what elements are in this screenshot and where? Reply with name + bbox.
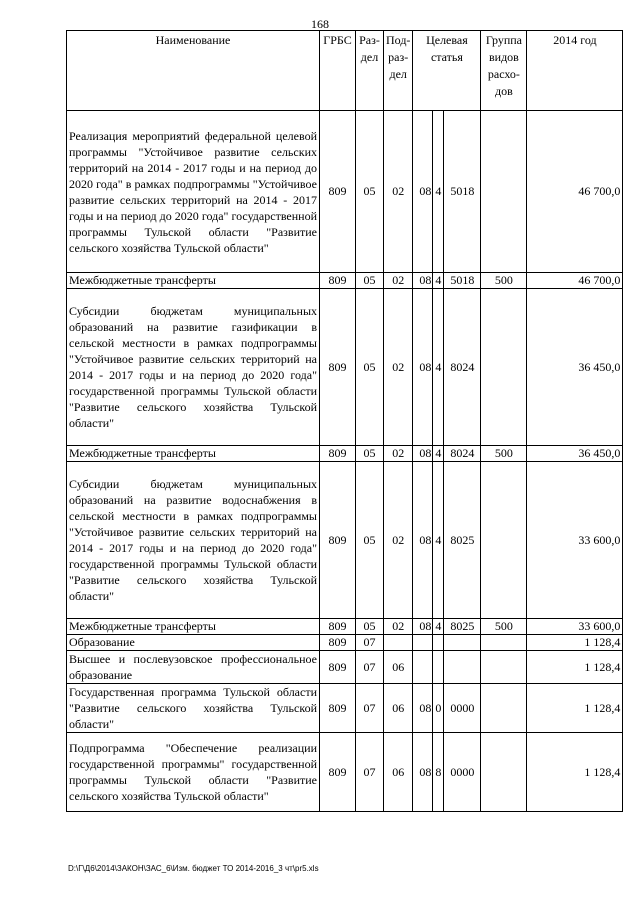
row-amount: 36 450,0 xyxy=(527,289,623,446)
row-podrazdel: 02 xyxy=(384,446,413,462)
row-target-subprogram: 4 xyxy=(433,289,444,446)
row-target-program: 08 xyxy=(413,111,433,273)
row-name: Образование xyxy=(67,635,320,651)
row-target-code xyxy=(444,651,481,684)
header-year: 2014 год xyxy=(527,31,623,111)
row-podrazdel: 02 xyxy=(384,111,413,273)
row-name: Государственная программа Тульской области "Развитие сельского хозяйства Тульской области" xyxy=(67,684,320,733)
row-podrazdel: 06 xyxy=(384,684,413,733)
row-target-program: 08 xyxy=(413,462,433,619)
row-grbs: 809 xyxy=(320,446,356,462)
row-grbs: 809 xyxy=(320,462,356,619)
row-razdel: 05 xyxy=(356,619,384,635)
row-podrazdel: 02 xyxy=(384,289,413,446)
row-podrazdel: 06 xyxy=(384,651,413,684)
row-target-code xyxy=(444,635,481,651)
row-target-code: 0000 xyxy=(444,684,481,733)
table-row xyxy=(67,635,623,651)
row-name: Межбюджетные трансферты xyxy=(67,273,320,289)
header-podrazdel: Под-раз-дел xyxy=(384,31,413,111)
table-row xyxy=(67,619,623,635)
row-target-subprogram xyxy=(433,651,444,684)
header-razdel: Раз-дел xyxy=(356,31,384,111)
row-name: Субсидии бюджетам муниципальных образований на развитие газификации в сельской местности в рамках подпрограммы "Устойчивое развитие сельских территорий на 2014 - 2017 годы и на период до 2020 года" государственной программы Тульской области "Развитие сельского хозяйства Тульской области" xyxy=(67,289,320,446)
row-expense-group: 500 xyxy=(481,619,527,635)
row-target-program: 08 xyxy=(413,273,433,289)
row-target-code: 5018 xyxy=(444,111,481,273)
row-target-code: 8024 xyxy=(444,289,481,446)
row-target-code: 5018 xyxy=(444,273,481,289)
row-expense-group xyxy=(481,684,527,733)
table-header-row xyxy=(67,31,623,111)
table-row xyxy=(67,273,623,289)
row-razdel: 05 xyxy=(356,111,384,273)
row-podrazdel: 06 xyxy=(384,733,413,812)
row-amount: 1 128,4 xyxy=(527,684,623,733)
row-podrazdel xyxy=(384,635,413,651)
row-amount: 46 700,0 xyxy=(527,111,623,273)
row-expense-group: 500 xyxy=(481,273,527,289)
row-grbs: 809 xyxy=(320,651,356,684)
row-target-subprogram xyxy=(433,635,444,651)
row-expense-group xyxy=(481,462,527,619)
row-target-program: 08 xyxy=(413,446,433,462)
row-target-program xyxy=(413,635,433,651)
row-target-subprogram: 4 xyxy=(433,273,444,289)
row-name: Высшее и послевузовское профессиональное образование xyxy=(67,651,320,684)
header-grbs: ГРБС xyxy=(320,31,356,111)
row-target-subprogram: 4 xyxy=(433,462,444,619)
row-target-subprogram: 4 xyxy=(433,619,444,635)
table-row xyxy=(67,462,623,619)
row-grbs: 809 xyxy=(320,619,356,635)
row-target-program: 08 xyxy=(413,619,433,635)
budget-table xyxy=(66,30,623,812)
row-target-code: 8025 xyxy=(444,462,481,619)
row-grbs: 809 xyxy=(320,635,356,651)
row-target-subprogram: 4 xyxy=(433,111,444,273)
row-name: Реализация мероприятий федеральной целевой программы "Устойчивое развитие сельских территорий на 2014 - 2017 годы и на период до 2020 года" в рамках подпрограммы "Устойчивое развитие сельских территорий на 2014 - 2017 годы и на период до 2020 года" государственной программы Тульской области "Развитие сельского хозяйства Тульской области" xyxy=(67,111,320,273)
row-name: Субсидии бюджетам муниципальных образований на развитие водоснабжения в сельской местности в рамках подпрограммы "Устойчивое развитие сельских территорий на 2014 - 2017 годы и на период до 2020 года" государственной программы Тульской области "Развитие сельского хозяйства Тульской области" xyxy=(67,462,320,619)
row-podrazdel: 02 xyxy=(384,462,413,619)
row-amount: 1 128,4 xyxy=(527,733,623,812)
row-target-program: 08 xyxy=(413,684,433,733)
table-row xyxy=(67,651,623,684)
row-expense-group xyxy=(481,651,527,684)
row-amount: 33 600,0 xyxy=(527,619,623,635)
row-amount: 36 450,0 xyxy=(527,446,623,462)
row-name: Межбюджетные трансферты xyxy=(67,446,320,462)
row-amount: 1 128,4 xyxy=(527,635,623,651)
row-target-program: 08 xyxy=(413,733,433,812)
table-row xyxy=(67,733,623,812)
row-razdel: 07 xyxy=(356,635,384,651)
row-expense-group xyxy=(481,733,527,812)
row-amount: 1 128,4 xyxy=(527,651,623,684)
row-target-subprogram: 8 xyxy=(433,733,444,812)
header-target: Целевая статья xyxy=(413,31,481,111)
row-amount: 33 600,0 xyxy=(527,462,623,619)
row-razdel: 05 xyxy=(356,462,384,619)
row-name: Межбюджетные трансферты xyxy=(67,619,320,635)
header-name: Наименование xyxy=(67,31,320,111)
row-grbs: 809 xyxy=(320,273,356,289)
row-razdel: 05 xyxy=(356,289,384,446)
row-expense-group xyxy=(481,289,527,446)
row-grbs: 809 xyxy=(320,684,356,733)
row-grbs: 809 xyxy=(320,111,356,273)
row-target-code: 0000 xyxy=(444,733,481,812)
row-name: Подпрограмма "Обеспечение реализации государственной программы" государственной программы Тульской области "Развитие сельского хозяйства Тульской области" xyxy=(67,733,320,812)
row-amount: 46 700,0 xyxy=(527,273,623,289)
row-razdel: 05 xyxy=(356,273,384,289)
row-target-subprogram: 4 xyxy=(433,446,444,462)
row-razdel: 07 xyxy=(356,733,384,812)
row-target-code: 8024 xyxy=(444,446,481,462)
table-row xyxy=(67,289,623,446)
row-target-program: 08 xyxy=(413,289,433,446)
row-expense-group xyxy=(481,111,527,273)
row-razdel: 07 xyxy=(356,684,384,733)
table-row xyxy=(67,111,623,273)
footer-file-path: D:\Г\Д6\2014\ЗАКОН\ЗАС_6\Изм. бюджет ТО 2014-2016_3 чт\pr5.xls xyxy=(68,864,319,873)
row-target-subprogram: 0 xyxy=(433,684,444,733)
row-expense-group: 500 xyxy=(481,446,527,462)
page-number: 168 xyxy=(311,17,329,31)
row-target-code: 8025 xyxy=(444,619,481,635)
row-razdel: 07 xyxy=(356,651,384,684)
table-row xyxy=(67,684,623,733)
row-podrazdel: 02 xyxy=(384,619,413,635)
row-grbs: 809 xyxy=(320,289,356,446)
table-row xyxy=(67,446,623,462)
header-group: Группа видов расхо-дов xyxy=(481,31,527,111)
row-razdel: 05 xyxy=(356,446,384,462)
row-podrazdel: 02 xyxy=(384,273,413,289)
row-target-program xyxy=(413,651,433,684)
row-expense-group xyxy=(481,635,527,651)
row-grbs: 809 xyxy=(320,733,356,812)
